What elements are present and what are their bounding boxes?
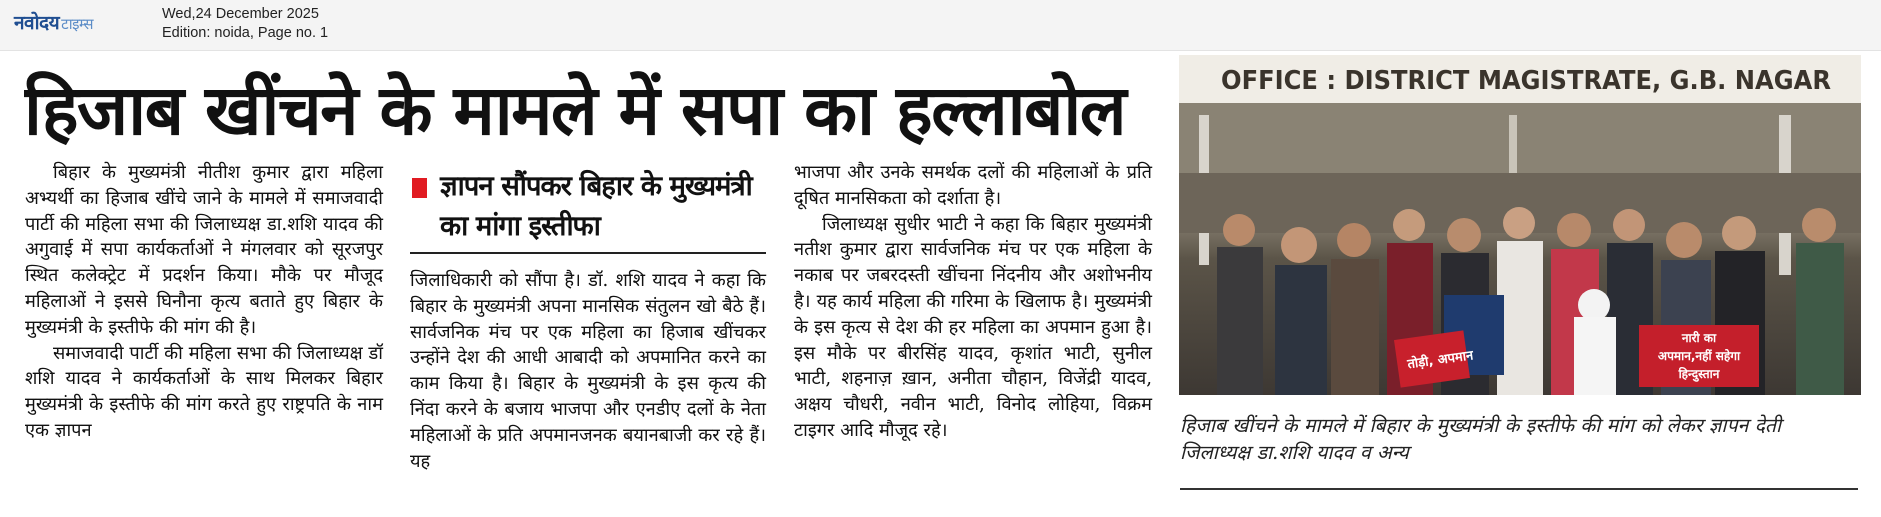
article-paragraph: जिलाधिकारी को सौंपा है। डॉ. शशि यादव ने कहा कि बिहार के मुख्यमंत्री अपना मानसिक संतुलन खो बैठे हैं। सार्वजनिक मंच पर एक महिला का हिजाब खींचकर उन्होंने देश की आधी आबादी को अपमानित करने का काम किया है। बिहार के मुख्यमंत्री के इस कृत्य की निंदा करने के बजाय भाजपा और एनडीए दलों के नेता महिलाओं के प्रति अपमानजनक बयानबाजी कर रहे हैं। यह: [410, 270, 766, 472]
edition-page: Edition: noida, Page no. 1: [162, 25, 329, 41]
person-body: [1331, 259, 1379, 395]
article-subheadline: [410, 166, 766, 254]
publication-logo[interactable]: [14, 9, 93, 35]
placard-right-line-3: हिन्दुस्तान: [1678, 367, 1720, 381]
person-head: [1802, 208, 1836, 242]
article-column-3: [794, 160, 1152, 444]
article-paragraph: जिलाध्यक्ष सुधीर भाटी ने कहा कि बिहार मुख्यमंत्री नतीश कुमार द्वारा सार्वजनिक मंच पर एक महिला के नकाब पर जबरदस्ती खींचना निंदनीय और अशोभनीय है। यह कार्य महिला की गरिमा के खिलाफ है। मुख्यमंत्री के इस कृत्य से देश की हर महिला का अपमान हुआ है। इस मौके पर बीरसिंह यादव, कृशांत भाटी, सुनील भाटी, शहनाज़ ख़ान, अनीता चौहान, विजेंद्री यादव, अक्षय चौधरी, नवीन भाटी, विनोद लोहिया, विक्रम टाइगर आदि मौजूद रहे।: [794, 213, 1152, 441]
logo-part-1: नवोदय: [14, 12, 60, 34]
person-head: [1223, 214, 1255, 246]
article-paragraph: समाजवादी पार्टी की महिला सभा की जिलाध्यक्ष डॉ शशि यादव ने कार्यकर्ताओं के साथ मिलकर बिहार मुख्यमंत्री के इस्तीफे की मांग करते हुए राष्ट्रपति के नाम एक ज्ञापन: [25, 342, 383, 441]
article-paragraph: भाजपा और उनके समर्थक दलों की महिलाओं के प्रति दूषित मानसिकता को दर्शाता है।: [794, 162, 1152, 209]
photo-caption: हिजाब खींचने के मामले में बिहार के मुख्यमंत्री के इस्तीफे की मांग को लेकर ज्ञापन देती जिलाध्यक्ष डा.शशि यादव व अन्य: [1180, 414, 1782, 464]
red-square-bullet-icon: [412, 178, 427, 198]
article-headline: हिजाब खींचने के मामले में सपा का हल्लाबोल: [24, 71, 1126, 151]
placard-right-line-2: अपमान,नहीं सहेगा: [1657, 349, 1741, 363]
person-head: [1447, 218, 1481, 252]
photo-illustration: [1179, 55, 1861, 395]
office-sign-text: OFFICE : DISTRICT MAGISTRATE, G.B. NAGAR: [1221, 66, 1831, 96]
person-body: [1574, 317, 1616, 395]
person-head: [1557, 213, 1591, 247]
subheadline-text: ज्ञापन सौंपकर बिहार के मुख्यमंत्री का मांगा इस्तीफा: [440, 170, 752, 242]
person-head: [1503, 207, 1535, 239]
logo-part-2: टाइम्स: [61, 15, 93, 33]
caption-divider: [1180, 488, 1858, 490]
person-head: [1578, 289, 1610, 321]
person-head: [1666, 222, 1702, 258]
person-head: [1281, 227, 1317, 263]
person-head: [1722, 216, 1756, 250]
top-bar: [0, 0, 1881, 51]
edition-info: [162, 5, 328, 43]
article-column-2: [410, 268, 766, 474]
person-head: [1337, 223, 1371, 257]
person-head: [1613, 209, 1645, 241]
person-body: [1217, 247, 1263, 395]
placard-left-text: तोड़ी, अपमान: [1406, 348, 1475, 373]
placard-right-line-1: नारी का: [1681, 331, 1717, 345]
building-facade: [1179, 103, 1861, 173]
person-body: [1796, 243, 1844, 395]
edition-date: Wed,24 December 2025: [162, 6, 319, 22]
article-photo[interactable]: [1179, 55, 1861, 395]
article-paragraph: बिहार के मुख्यमंत्री नीतीश कुमार द्वारा महिला अभ्यर्थी का हिजाब खींचे जाने के मामले में समाजवादी पार्टी की महिला सभा की जिलाध्यक्ष डा.शशि यादव की अगुवाई में सपा कार्यकर्ताओं ने मंगलवार को सूरजपुर स्थित कलेक्ट्रेट में प्रदर्शन किया। मौके पर मौजूद महिलाओं ने इससे घिनौना कृत्य बताते हुए बिहार के मुख्यमंत्री के इस्तीफे की मांग की है।: [25, 162, 383, 338]
person-body: [1275, 265, 1327, 395]
article-column-1: [25, 160, 383, 444]
person-head: [1393, 209, 1425, 241]
